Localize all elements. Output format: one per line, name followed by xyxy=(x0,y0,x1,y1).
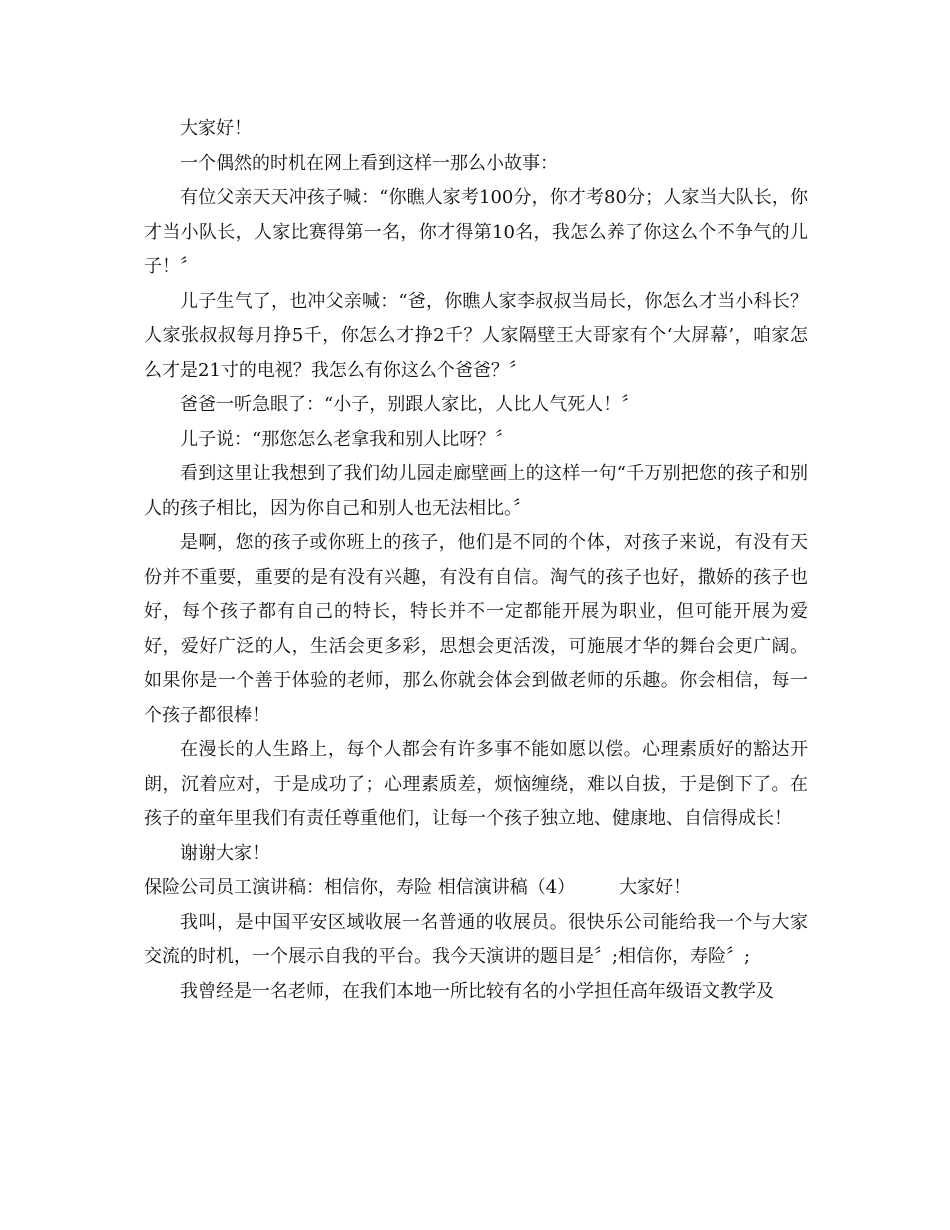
son-reply-paragraph: 儿子生气了，也冲父亲喊：“爸，你瞧人家李叔叔当局长，你怎么才当小科长？人家张叔叔每月挣5千，你怎么才挣2千？人家隔壁王大哥家有个‘大屏幕’，咱家怎么才是21寸的电视？我怎么有你这么个爸爸？〞 xyxy=(144,290,808,381)
speech-title: 保险公司员工演讲稿：相信你，寿险 相信演讲稿（4） xyxy=(144,877,576,898)
father-quote-paragraph: 有位父亲天天冲孩子喊：“你瞧人家考100分，你才考80分；人家当大队长，你才当小队长，人家比赛得第一名，你才得第10名，我怎么养了你这么个不争气的儿子！〞 xyxy=(144,187,808,277)
document-body xyxy=(144,112,808,1009)
thanks-paragraph: 谢谢大家！ xyxy=(180,842,270,864)
speech-heading-line xyxy=(144,871,808,906)
son-question-paragraph: 儿子说：“那您怎么老拿我和别人比呀？〞 xyxy=(180,428,514,450)
speech-greeting: 大家好！ xyxy=(619,877,692,898)
life-road-paragraph: 在漫长的人生路上，每个人都会有许多事不能如愿以偿。心理素质好的豁达开朗，沉着应对，于是成功了；心理素质差，烦恼缠绕，难以自拔，于是倒下了。在孩子的童年里我们有责任尊重他们，让每一个孩子独立地、健康地、自信得成长！ xyxy=(144,739,808,829)
individuality-paragraph: 是啊，您的孩子或你班上的孩子，他们是不同的个体，对孩子来说，有没有天份并不重要，重要的是有没有兴趣，有没有自信。淘气的孩子也好，撒娇的孩子也好，每个孩子都有自己的特长，特长并不一定都能开展为职业，但可能开展为爱好，爱好广泛的人，生活会更多彩，思想会更活泼，可施展才华的舞台会更广阔。如果你是一个善于体验的老师，那么你就会体会到做老师的乐趣。你会相信，每一个孩子都很棒！ xyxy=(144,532,808,726)
greeting-paragraph: 大家好！ xyxy=(180,118,252,139)
self-intro-paragraph: 我叫，是中国平安区域收展一名普通的收展员。很快乐公司能给我一个与大家交流的时机，一个展示自我的平台。我今天演讲的题目是〞;相信你，寿险〞; xyxy=(144,911,808,967)
mural-quote-paragraph: 看到这里让我想到了我们幼儿园走廊壁画上的这样一句“千万别把您的孩子和别人的孩子相比，因为你自己和别人也无法相比。〞 xyxy=(144,463,808,519)
former-teacher-paragraph: 我曾经是一名老师，在我们本地一所比较有名的小学担任高年级语文教学及 xyxy=(180,980,774,1002)
story-intro-paragraph: 一个偶然的时机在网上看到这样一那么小故事： xyxy=(180,152,558,174)
father-anger-paragraph: 爸爸一听急眼了：“小子，别跟人家比，人比人气死人！〞 xyxy=(180,394,640,415)
